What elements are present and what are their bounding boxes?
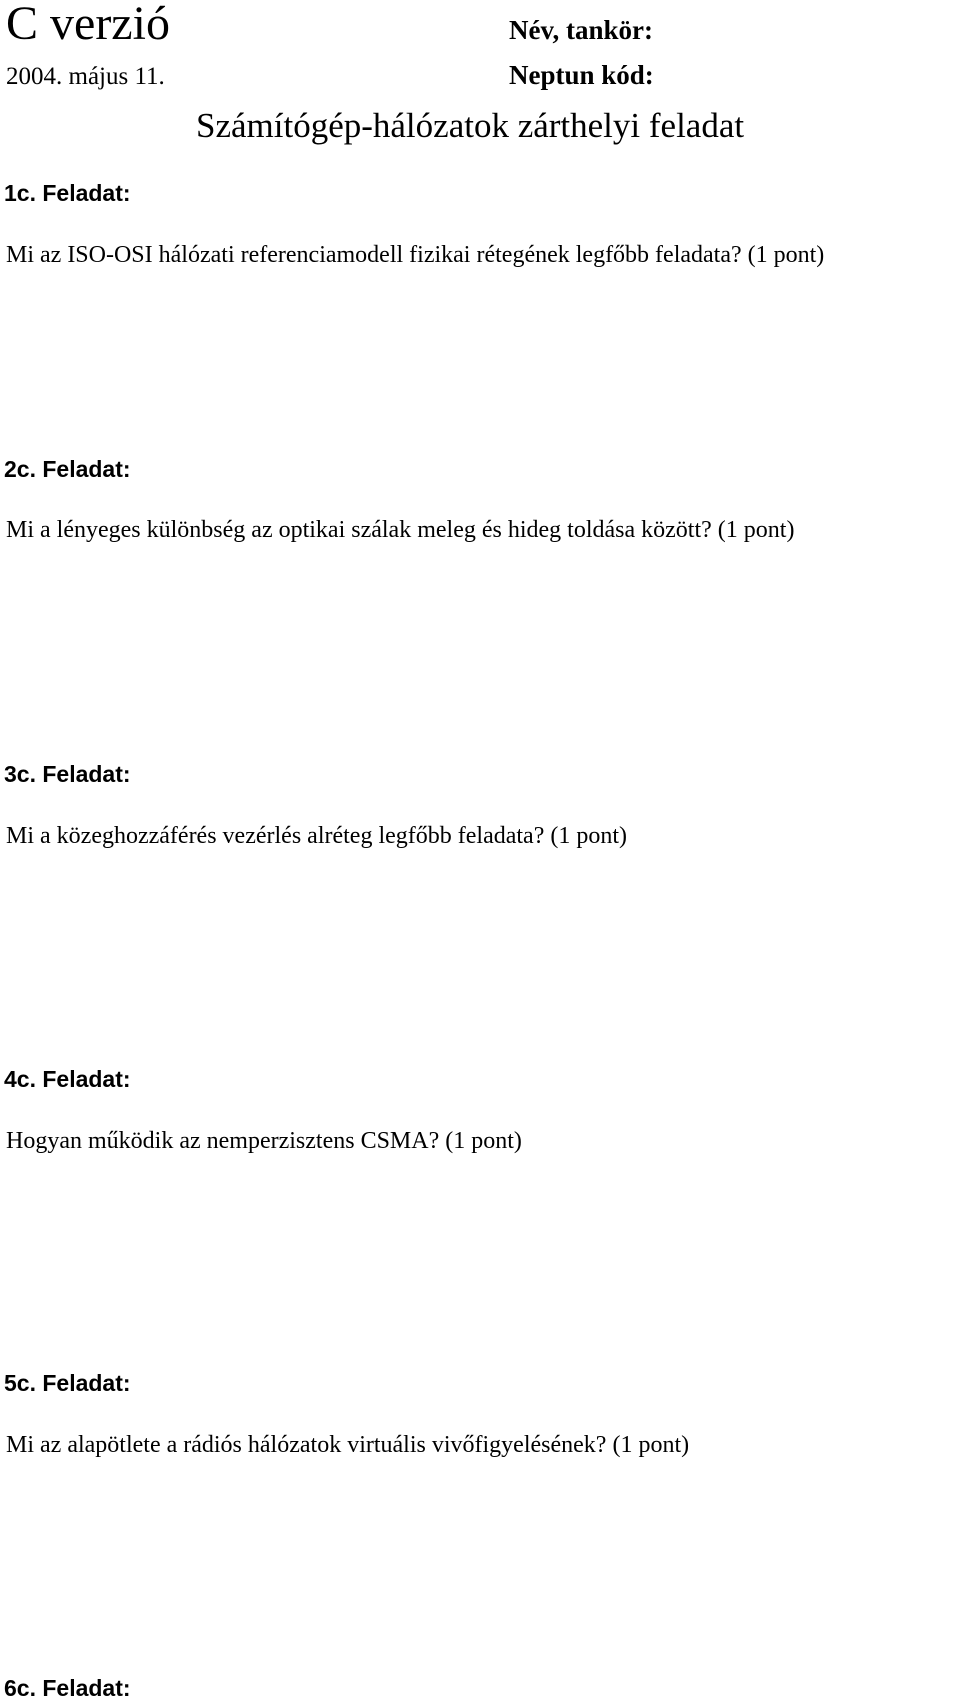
task-question: Mi a lényeges különbség az optikai szálak meleg és hideg toldása között? (1 pont)	[6, 517, 795, 543]
task-question: Hogyan működik az nemperzisztens CSMA? (1 pont)	[6, 1128, 522, 1154]
task-label: 6c. Feladat:	[4, 1675, 131, 1701]
exam-date: 2004. május 11.	[6, 63, 165, 90]
task-label: 1c. Feladat:	[4, 180, 131, 206]
task-label: 4c. Feladat:	[4, 1066, 131, 1092]
task-label: 3c. Feladat:	[4, 761, 131, 787]
task-question: Mi a közeghozzáférés vezérlés alréteg legfőbb feladata? (1 pont)	[6, 823, 627, 849]
task-question: Mi az ISO-OSI hálózati referenciamodell fizikai rétegének legfőbb feladata? (1 pont)	[6, 242, 825, 268]
neptun-code-label: Neptun kód:	[509, 60, 654, 90]
exam-title: Számítógép-hálózatok zárthelyi feladat	[196, 106, 745, 145]
task-label: 5c. Feladat:	[4, 1370, 131, 1396]
task-question: Mi az alapötlete a rádiós hálózatok virtuális vivőfigyelésének? (1 pont)	[6, 1432, 690, 1458]
version-title: C verzió	[6, 0, 170, 50]
task-label: 2c. Feladat:	[4, 456, 131, 482]
name-group-label: Név, tankör:	[509, 15, 653, 45]
